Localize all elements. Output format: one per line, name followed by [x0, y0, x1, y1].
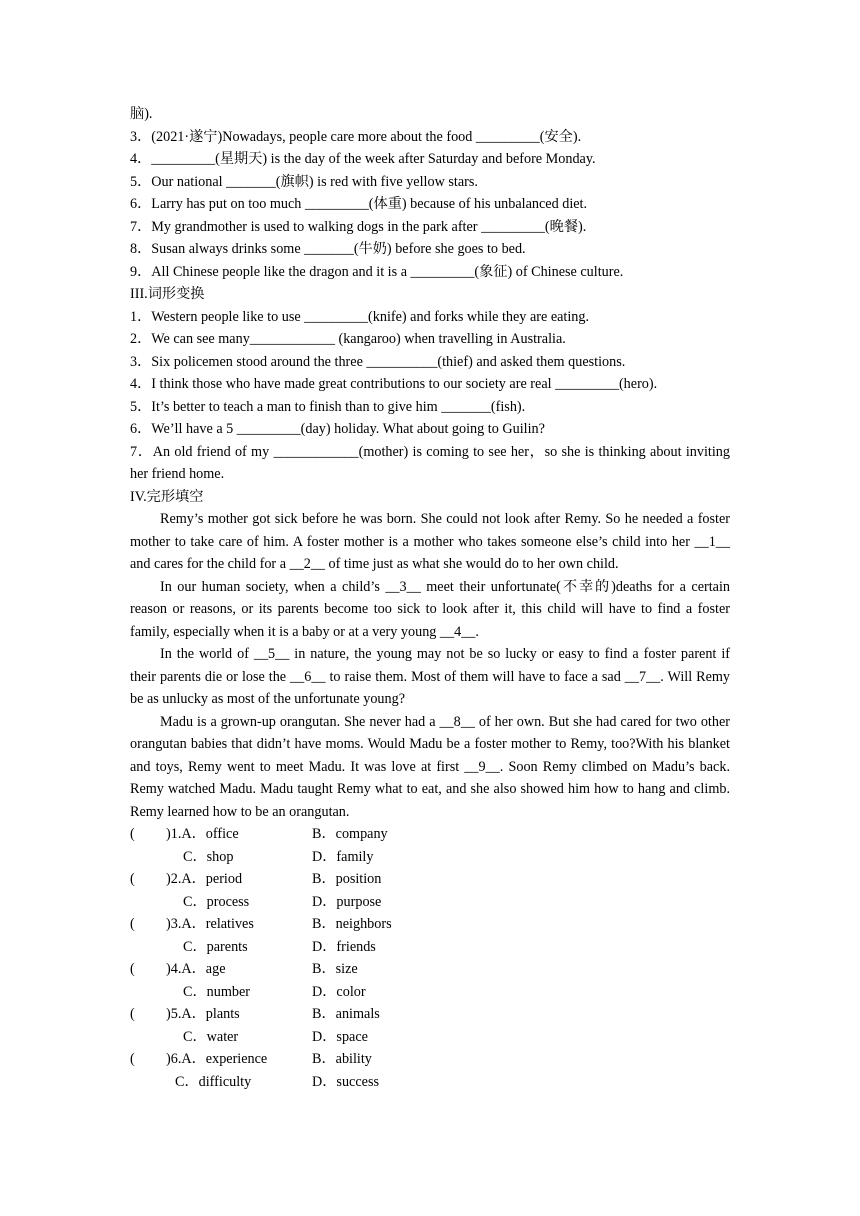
question-3	[130, 913, 730, 958]
option-b: B．animals	[312, 1006, 380, 1022]
exercise-item-7: 7．My grandmother is used to walking dogs in the park after _________(晚餐).	[130, 218, 587, 235]
exercise-item-3: 3．(2021·遂宁)Nowadays, people care more about the food _________(安全).	[130, 128, 582, 145]
exercise-item-6: 6．Larry has put on too much _________(体重) because of his unbalanced diet.	[130, 196, 588, 212]
cloze-paragraph-3: In the world of __5__ in nature, the young may not be so lucky or easy to find a foster parent if their parents die or lose the __6__ to raise them. Most of them will have to face a sad __7__. Will Remy be as unlucky as most of the unfortunate young?	[130, 646, 730, 707]
option-a: )6.A．experience	[166, 1051, 268, 1067]
section-heading-cloze: IV.完形填空	[130, 488, 204, 505]
question-5	[130, 1003, 730, 1048]
option-c: C．difficulty	[175, 1073, 252, 1090]
option-a: )1.A．office	[166, 826, 239, 842]
answer-paren: (	[130, 826, 135, 842]
exercise-item-9: 9．All Chinese people like the dragon and it is a _________(象征) of Chinese culture.	[130, 263, 624, 280]
answer-paren: (	[130, 1051, 135, 1067]
word-form-item-2: 2．We can see many____________ (kangaroo) when travelling in Australia.	[130, 331, 566, 347]
option-c: C．process	[183, 893, 250, 910]
answer-paren: (	[130, 961, 135, 977]
word-form-item-1: 1．Western people like to use _________(knife) and forks while they are eating.	[130, 308, 590, 325]
option-d: D．success	[312, 1073, 379, 1090]
option-c: C．water	[183, 1028, 239, 1045]
section-heading-word-forms: III.词形变换	[130, 286, 205, 302]
word-form-item-4: 4．I think those who have made great contributions to our society are real _________(hero).	[130, 376, 658, 392]
option-c: C．parents	[183, 938, 248, 955]
answer-paren: (	[130, 1006, 135, 1022]
cloze-paragraph-1: Remy’s mother got sick before he was born. She could not look after Remy. So he needed a foster mother to take care of him. A foster mother is a mother who takes someone else’s child into her __1__ and cares for the child for a __2__ of time just as what she would do to her own child.	[130, 511, 730, 572]
word-form-item-5: 5．It’s better to teach a man to finish than to give him _______(fish).	[130, 398, 526, 415]
option-b: B．size	[312, 961, 358, 977]
answer-paren: (	[130, 916, 135, 932]
question-4	[130, 958, 730, 1003]
option-c: C．shop	[183, 848, 234, 865]
option-a: )5.A．plants	[166, 1006, 240, 1022]
option-d: D．family	[312, 848, 374, 865]
option-b: B．neighbors	[312, 916, 392, 932]
cloze-paragraph-2: In our human society, when a child’s __3__ meet their unfortunate(不幸的)deaths for a certain reason or reasons, or its parents become too sick to look after it, this child will have to find a foster family, especially when it is a baby or at a very young __4__.	[130, 578, 730, 640]
question-2	[130, 868, 730, 913]
exercise-item-5: 5．Our national _______(旗帜) is red with five yellow stars.	[130, 173, 478, 190]
cloze-paragraph-4: Madu is a grown-up orangutan. She never had a __8__ of her own. But she had cared for two other orangutan babies that didn’t have moms. Would Madu be a foster mother to Remy, too?With his blanket and toys, Remy went to meet Madu. It was love at first __9__. Soon Remy climbed on Madu’s back. Remy watched Madu. Madu taught Remy what to eat, and she also showed him how to hang and climb. Remy learned how to be an orangutan.	[130, 713, 730, 820]
word-form-item-6: 6．We’ll have a 5 _________(day) holiday. What about going to Guilin?	[130, 421, 545, 437]
option-a: )3.A．relatives	[166, 916, 254, 932]
option-d: D．purpose	[312, 893, 382, 910]
option-b: B．position	[312, 871, 382, 887]
option-a: )4.A．age	[166, 961, 226, 977]
word-form-item-3: 3．Six policemen stood around the three __________(thief) and asked them questions.	[130, 353, 626, 370]
exercise-item-4: 4．_________(星期天) is the day of the week after Saturday and before Monday.	[130, 151, 596, 167]
option-d: D．space	[312, 1028, 368, 1045]
fragment-line: 脑).	[130, 106, 153, 122]
option-b: B．company	[312, 826, 388, 842]
worksheet-page	[130, 103, 730, 1093]
question-1	[130, 823, 730, 868]
question-6	[130, 1048, 730, 1093]
option-a: )2.A．period	[166, 871, 243, 887]
option-b: B．ability	[312, 1051, 372, 1067]
word-form-item-7: 7．An old friend of my ____________(mother) is coming to see her，so she is thinking about inviting her friend home.	[130, 443, 730, 482]
option-c: C．number	[183, 983, 250, 1000]
option-d: D．color	[312, 983, 366, 1000]
answer-paren: (	[130, 871, 135, 887]
option-d: D．friends	[312, 938, 376, 955]
exercise-item-8: 8．Susan always drinks some _______(牛奶) before she goes to bed.	[130, 241, 526, 257]
